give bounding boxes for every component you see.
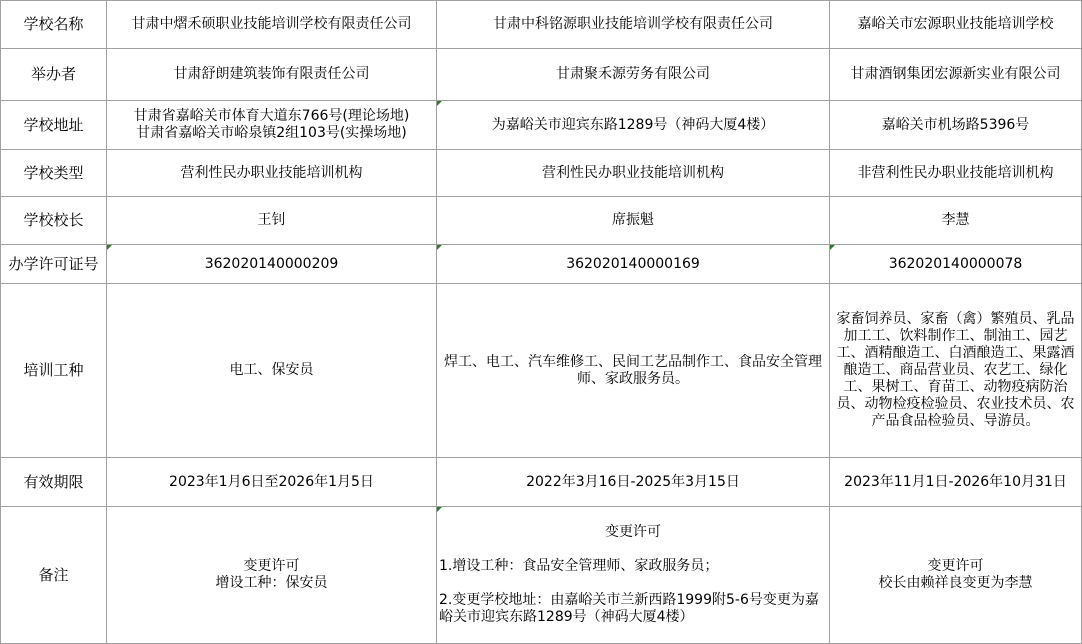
cell-license-number-2[interactable]: 362020140000169 [437, 245, 830, 284]
row-label-organizer[interactable]: 举办者 [1, 49, 107, 101]
cell-training-types-2[interactable]: 焊工、电工、汽车维修工、民间工艺品制作工、食品安全管理师、家政服务员。 [437, 284, 830, 458]
cell-license-number-1[interactable]: 362020140000209 [107, 245, 437, 284]
row-label-training-types[interactable]: 培训工种 [1, 284, 107, 458]
row-label-license-number[interactable]: 办学许可证号 [1, 245, 107, 284]
cell-validity-period-1[interactable]: 2023年1月6日至2026年1月5日 [107, 458, 437, 507]
table-row [1, 245, 1082, 284]
cell-remarks-1[interactable]: 变更许可 增设工种：保安员 [107, 507, 437, 644]
cell-principal-3[interactable]: 李慧 [830, 197, 1082, 245]
cell-school-name-2[interactable]: 甘肃中科铭源职业技能培训学校有限责任公司 [437, 1, 830, 49]
table-row [1, 150, 1082, 197]
row-label-remarks[interactable]: 备注 [1, 507, 107, 644]
cell-remarks-3[interactable]: 变更许可 校长由赖祥良变更为李慧 [830, 507, 1082, 644]
cell-school-type-1[interactable]: 营利性民办职业技能培训机构 [107, 150, 437, 197]
row-label-school-name[interactable]: 学校名称 [1, 1, 107, 49]
remarks-2-line-2: 2.变更学校地址：由嘉峪关市兰新西路1999附5-6号变更为嘉峪关市迎宾东路1289号（神码大厦4楼） [439, 592, 819, 625]
cell-organizer-1[interactable]: 甘肃舒朗建筑装饰有限责任公司 [107, 49, 437, 101]
cell-address-1[interactable]: 甘肃省嘉峪关市体育大道东766号(理论场地) 甘肃省嘉峪关市峪泉镇2组103号(实操场地) [107, 101, 437, 150]
table-row [1, 284, 1082, 458]
row-label-address[interactable]: 学校地址 [1, 101, 107, 150]
cell-validity-period-3[interactable]: 2023年11月1日-2026年10月31日 [830, 458, 1082, 507]
cell-organizer-3[interactable]: 甘肃酒钢集团宏源新实业有限公司 [830, 49, 1082, 101]
table-row [1, 458, 1082, 507]
cell-license-number-3[interactable]: 362020140000078 [830, 245, 1082, 284]
row-label-school-type[interactable]: 学校类型 [1, 150, 107, 197]
cell-school-name-1[interactable]: 甘肃中熠禾硕职业技能培训学校有限责任公司 [107, 1, 437, 49]
remarks-2-title: 变更许可 [605, 524, 661, 540]
cell-principal-2[interactable]: 席振魁 [437, 197, 830, 245]
row-label-validity-period[interactable]: 有效期限 [1, 458, 107, 507]
table-row [1, 1, 1082, 49]
cell-organizer-2[interactable]: 甘肃聚禾源劳务有限公司 [437, 49, 830, 101]
table-row [1, 507, 1082, 644]
cell-school-name-3[interactable]: 嘉峪关市宏源职业技能培训学校 [830, 1, 1082, 49]
row-label-principal[interactable]: 学校校长 [1, 197, 107, 245]
table-row [1, 101, 1082, 150]
cell-remarks-2[interactable] [437, 507, 830, 644]
cell-address-3[interactable]: 嘉峪关市机场路5396号 [830, 101, 1082, 150]
cell-validity-period-2[interactable]: 2022年3月16日-2025年3月15日 [437, 458, 830, 507]
cell-school-type-3[interactable]: 非营利性民办职业技能培训机构 [830, 150, 1082, 197]
table-row [1, 197, 1082, 245]
cell-school-type-2[interactable]: 营利性民办职业技能培训机构 [437, 150, 830, 197]
cell-training-types-1[interactable]: 电工、保安员 [107, 284, 437, 458]
table-row [1, 49, 1082, 101]
remarks-2-line-1: 1.增设工种：食品安全管理师、家政服务员； [439, 558, 719, 574]
cell-principal-1[interactable]: 王钊 [107, 197, 437, 245]
cell-address-2[interactable]: 为嘉峪关市迎宾东路1289号（神码大厦4楼） [437, 101, 830, 150]
cell-training-types-3[interactable]: 家畜饲养员、家畜（禽）繁殖员、乳品加工工、饮料制作工、制油工、园艺工、酒精酿造工、白酒酿造工、果露酒酿造工、商品营业员、农艺工、绿化工、果树工、育苗工、动物疫病防治员、动物检疫检验员、农业技术员、农产品食品检验员、导游员。 [830, 284, 1082, 458]
